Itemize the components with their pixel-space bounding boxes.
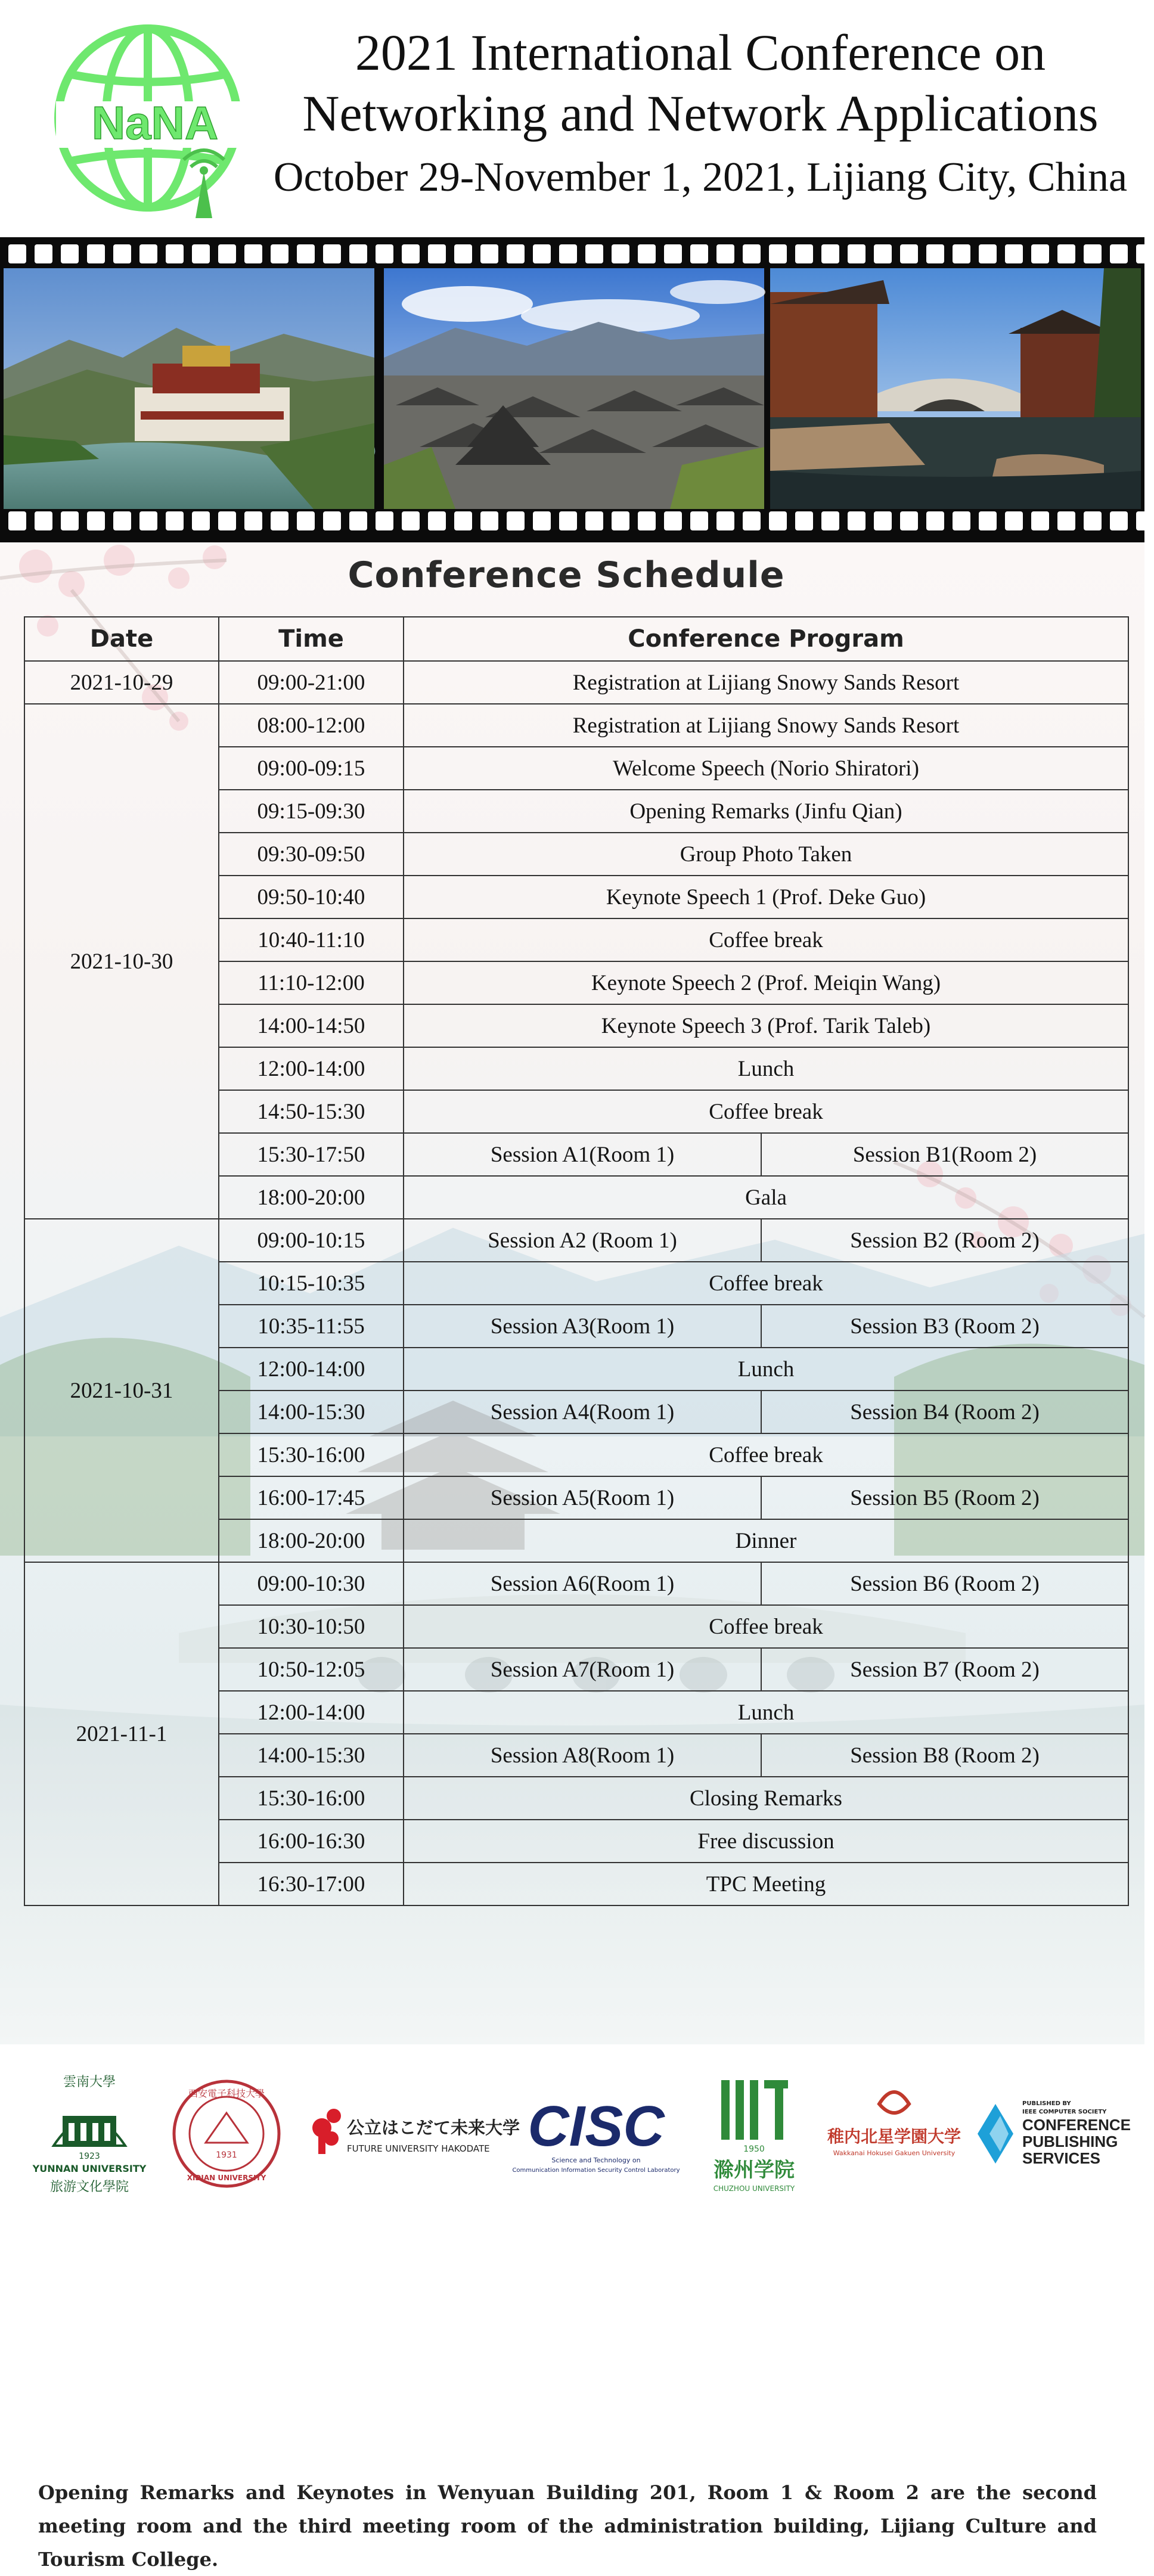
schedule-program: Coffee break bbox=[404, 1433, 1128, 1476]
film-sprocket-hole bbox=[1084, 244, 1102, 263]
film-sprocket-hole bbox=[638, 244, 656, 263]
schedule-session-room2: Session B6 (Room 2) bbox=[761, 1562, 1128, 1605]
schedule-date: 2021-10-29 bbox=[24, 661, 219, 704]
film-sprocket-hole bbox=[664, 244, 682, 263]
schedule-time: 08:00-12:00 bbox=[219, 704, 404, 747]
svg-text:PUBLISHING: PUBLISHING bbox=[1022, 2133, 1118, 2150]
film-sprocket-hole bbox=[402, 511, 420, 530]
film-sprocket-hole bbox=[376, 511, 393, 530]
film-sprocket-hole bbox=[690, 244, 708, 263]
schedule-session-room2: Session B7 (Room 2) bbox=[761, 1648, 1128, 1691]
svg-text:雲南大學: 雲南大學 bbox=[63, 2075, 116, 2090]
film-sprocket-hole bbox=[926, 511, 944, 530]
column-header-time: Time bbox=[219, 617, 404, 661]
schedule-program: Dinner bbox=[404, 1519, 1128, 1562]
schedule-time: 12:00-14:00 bbox=[219, 1348, 404, 1391]
film-sprocket-hole bbox=[559, 511, 577, 530]
schedule-program: Coffee break bbox=[404, 1605, 1128, 1648]
film-sprocket-hole bbox=[61, 244, 79, 263]
schedule-time: 15:30-16:00 bbox=[219, 1777, 404, 1820]
film-sprocket-hole bbox=[349, 511, 367, 530]
schedule-session-room1: Session A5(Room 1) bbox=[404, 1476, 761, 1519]
schedule-time: 15:30-17:50 bbox=[219, 1133, 404, 1176]
film-sprockets-bottom bbox=[0, 511, 1144, 535]
film-sprocket-hole bbox=[874, 244, 892, 263]
schedule-program: Keynote Speech 2 (Prof. Meiqin Wang) bbox=[404, 961, 1128, 1004]
logo-cisc bbox=[512, 2068, 680, 2199]
film-sprocket-hole bbox=[297, 511, 315, 530]
film-sprocket-hole bbox=[821, 511, 839, 530]
film-sprocket-hole bbox=[1110, 511, 1128, 530]
film-sprocket-hole bbox=[533, 511, 551, 530]
logo-xidian-university bbox=[170, 2068, 283, 2199]
schedule-program: Group Photo Taken bbox=[404, 833, 1128, 876]
schedule-program: Coffee break bbox=[404, 1090, 1128, 1133]
film-sprocket-hole bbox=[454, 244, 472, 263]
film-sprocket-hole bbox=[113, 511, 131, 530]
schedule-time: 09:00-10:30 bbox=[219, 1562, 404, 1605]
svg-text:滁州学院: 滁州学院 bbox=[714, 2158, 795, 2182]
schedule-time: 14:50-15:30 bbox=[219, 1090, 404, 1133]
schedule-session-room2: Session B2 (Room 2) bbox=[761, 1219, 1128, 1262]
film-sprocket-hole bbox=[1136, 511, 1154, 530]
schedule-time: 09:15-09:30 bbox=[219, 790, 404, 833]
film-sprocket-hole bbox=[612, 244, 629, 263]
film-sprocket-hole bbox=[376, 244, 393, 263]
schedule-program: Lunch bbox=[404, 1348, 1128, 1391]
film-sprocket-hole bbox=[271, 511, 288, 530]
schedule-program: TPC Meeting bbox=[404, 1863, 1128, 1905]
schedule-program: Closing Remarks bbox=[404, 1777, 1128, 1820]
schedule-session-room1: Session A1(Room 1) bbox=[404, 1133, 761, 1176]
svg-text:SERVICES: SERVICES bbox=[1022, 2149, 1101, 2167]
schedule-time: 16:00-16:30 bbox=[219, 1820, 404, 1863]
film-sprocket-hole bbox=[402, 244, 420, 263]
film-sprocket-hole bbox=[1084, 511, 1102, 530]
photo-monastery-river bbox=[4, 268, 374, 509]
film-sprocket-hole bbox=[953, 244, 970, 263]
schedule-time: 09:00-21:00 bbox=[219, 661, 404, 704]
schedule-session-room2: Session B8 (Room 2) bbox=[761, 1734, 1128, 1777]
conference-title-line2: Networking and Network Applications bbox=[302, 85, 1099, 142]
logo-wakkanai-hokusei bbox=[826, 2068, 963, 2199]
schedule-program: Gala bbox=[404, 1176, 1128, 1219]
svg-text:XIDIAN UNIVERSITY: XIDIAN UNIVERSITY bbox=[187, 2174, 266, 2182]
film-sprocket-hole bbox=[559, 244, 577, 263]
schedule-time: 12:00-14:00 bbox=[219, 1691, 404, 1734]
film-sprocket-hole bbox=[166, 244, 184, 263]
film-sprocket-hole bbox=[507, 244, 525, 263]
schedule-header-row bbox=[24, 617, 1128, 661]
schedule-program: Opening Remarks (Jinfu Qian) bbox=[404, 790, 1128, 833]
schedule-session-room1: Session A3(Room 1) bbox=[404, 1305, 761, 1348]
schedule-time: 11:10-12:00 bbox=[219, 961, 404, 1004]
film-sprocket-hole bbox=[113, 244, 131, 263]
film-sprocket-hole bbox=[454, 511, 472, 530]
film-sprocket-hole bbox=[769, 511, 787, 530]
film-sprocket-hole bbox=[585, 244, 603, 263]
film-sprocket-hole bbox=[979, 511, 997, 530]
logo-chuzhou-university bbox=[697, 2068, 811, 2199]
svg-text:PUBLISHED BY: PUBLISHED BY bbox=[1022, 2100, 1071, 2107]
schedule-session-room1: Session A2 (Room 1) bbox=[404, 1219, 761, 1262]
film-sprocket-hole bbox=[1110, 244, 1128, 263]
venue-note: Opening Remarks and Keynotes in Wenyuan Building 201, Room 1 & Room 2 are the second meeting room and the third meeting room of the administration building, Lijiang Culture and Tourism College. bbox=[38, 2481, 1097, 2571]
svg-text:稚内北星学園大学: 稚内北星学園大学 bbox=[827, 2127, 961, 2146]
film-sprocket-hole bbox=[480, 511, 498, 530]
film-sprocket-hole bbox=[87, 244, 105, 263]
film-sprocket-hole bbox=[1057, 244, 1075, 263]
column-header-program: Conference Program bbox=[404, 617, 1128, 661]
schedule-date: 2021-10-30 bbox=[24, 704, 219, 1219]
schedule-session-room2: Session B3 (Room 2) bbox=[761, 1305, 1128, 1348]
film-sprocket-hole bbox=[1136, 244, 1154, 263]
film-sprocket-hole bbox=[612, 511, 629, 530]
film-sprocket-hole bbox=[900, 244, 918, 263]
schedule-time: 09:50-10:40 bbox=[219, 876, 404, 918]
schedule-time: 16:30-17:00 bbox=[219, 1863, 404, 1905]
schedule-session-room1: Session A7(Room 1) bbox=[404, 1648, 761, 1691]
film-sprocket-hole bbox=[848, 244, 866, 263]
film-sprocket-hole bbox=[900, 511, 918, 530]
film-sprocket-hole bbox=[297, 244, 315, 263]
schedule-date: 2021-10-31 bbox=[24, 1219, 219, 1562]
photo-old-town-roofs bbox=[384, 268, 764, 509]
film-sprocket-hole bbox=[795, 511, 813, 530]
schedule-program: Lunch bbox=[404, 1047, 1128, 1090]
schedule-program: Lunch bbox=[404, 1691, 1128, 1734]
film-sprocket-hole bbox=[35, 244, 52, 263]
conference-title-line1: 2021 International Conference on bbox=[355, 24, 1046, 81]
sponsor-logos bbox=[0, 2044, 1144, 2223]
film-sprocket-hole bbox=[1005, 511, 1023, 530]
film-sprocket-hole bbox=[323, 244, 341, 263]
svg-text:FUTURE UNIVERSITY HAKODATE: FUTURE UNIVERSITY HAKODATE bbox=[347, 2143, 490, 2154]
svg-text:1950: 1950 bbox=[743, 2144, 765, 2154]
schedule-session-room2: Session B5 (Room 2) bbox=[761, 1476, 1128, 1519]
film-sprocket-hole bbox=[271, 244, 288, 263]
schedule-program: Coffee break bbox=[404, 1262, 1128, 1305]
film-sprocket-hole bbox=[979, 244, 997, 263]
film-sprocket-hole bbox=[166, 511, 184, 530]
nana-logo bbox=[48, 18, 262, 221]
film-sprocket-hole bbox=[349, 244, 367, 263]
schedule-time: 10:15-10:35 bbox=[219, 1262, 404, 1305]
film-sprocket-hole bbox=[8, 244, 26, 263]
schedule-session-room2: Session B4 (Room 2) bbox=[761, 1391, 1128, 1433]
svg-text:Wakkanai Hokusei Gakuen Univer: Wakkanai Hokusei Gakuen University bbox=[833, 2149, 956, 2157]
logo-text: NaNA bbox=[91, 97, 219, 149]
schedule-time: 14:00-15:30 bbox=[219, 1391, 404, 1433]
film-sprocket-hole bbox=[848, 511, 866, 530]
header bbox=[0, 0, 1144, 235]
schedule-time: 12:00-14:00 bbox=[219, 1047, 404, 1090]
film-sprocket-hole bbox=[953, 511, 970, 530]
film-sprocket-hole bbox=[507, 511, 525, 530]
film-sprocket-hole bbox=[323, 511, 341, 530]
film-sprocket-hole bbox=[218, 244, 236, 263]
logo-conference-publishing-services bbox=[972, 2068, 1131, 2199]
schedule-session-room1: Session A8(Room 1) bbox=[404, 1734, 761, 1777]
film-sprocket-hole bbox=[716, 244, 734, 263]
film-sprocket-hole bbox=[35, 511, 52, 530]
schedule-program: Registration at Lijiang Snowy Sands Resort bbox=[404, 704, 1128, 747]
film-sprocket-hole bbox=[795, 244, 813, 263]
svg-text:IEEE COMPUTER SOCIETY: IEEE COMPUTER SOCIETY bbox=[1022, 2109, 1107, 2115]
film-sprocket-hole bbox=[533, 244, 551, 263]
schedule-program: Registration at Lijiang Snowy Sands Resort bbox=[404, 661, 1128, 704]
film-sprocket-hole bbox=[585, 511, 603, 530]
schedule-time: 18:00-20:00 bbox=[219, 1519, 404, 1562]
schedule-program: Keynote Speech 1 (Prof. Deke Guo) bbox=[404, 876, 1128, 918]
schedule-row bbox=[24, 661, 1128, 704]
svg-text:YUNNAN UNIVERSITY: YUNNAN UNIVERSITY bbox=[32, 2163, 147, 2174]
svg-text:Communication Information Secu: Communication Information Security Control Laboratory bbox=[512, 2167, 680, 2174]
film-sprocket-hole bbox=[87, 511, 105, 530]
film-sprocket-hole bbox=[926, 244, 944, 263]
film-sprocket-hole bbox=[1031, 244, 1049, 263]
svg-text:1931: 1931 bbox=[216, 2150, 237, 2160]
schedule-time: 10:40-11:10 bbox=[219, 918, 404, 961]
film-sprocket-hole bbox=[480, 244, 498, 263]
film-sprocket-hole bbox=[192, 244, 210, 263]
svg-text:CHUZHOU UNIVERSITY: CHUZHOU UNIVERSITY bbox=[713, 2184, 795, 2193]
film-sprocket-hole bbox=[1057, 511, 1075, 530]
schedule-time: 09:00-10:15 bbox=[219, 1219, 404, 1262]
schedule-row bbox=[24, 1562, 1128, 1605]
schedule-time: 16:00-17:45 bbox=[219, 1476, 404, 1519]
photo-canal-bridge bbox=[770, 268, 1141, 509]
film-sprocket-hole bbox=[874, 511, 892, 530]
schedule-program: Coffee break bbox=[404, 918, 1128, 961]
schedule-row bbox=[24, 704, 1128, 747]
schedule-session-room1: Session A4(Room 1) bbox=[404, 1391, 761, 1433]
schedule-time: 14:00-15:30 bbox=[219, 1734, 404, 1777]
photo-film-strip bbox=[0, 237, 1144, 542]
film-sprocket-hole bbox=[716, 511, 734, 530]
schedule-date: 2021-11-1 bbox=[24, 1562, 219, 1905]
film-sprocket-hole bbox=[638, 511, 656, 530]
film-sprocket-hole bbox=[139, 511, 157, 530]
schedule-time: 10:30-10:50 bbox=[219, 1605, 404, 1648]
svg-text:1923: 1923 bbox=[79, 2152, 100, 2161]
logo-yunnan-university bbox=[32, 2068, 147, 2199]
svg-text:西安電子科技大學: 西安電子科技大學 bbox=[188, 2088, 265, 2099]
svg-text:公立はこだて未来大学: 公立はこだて未来大学 bbox=[347, 2118, 520, 2138]
schedule-time: 15:30-16:00 bbox=[219, 1433, 404, 1476]
schedule-time: 09:30-09:50 bbox=[219, 833, 404, 876]
schedule-time: 18:00-20:00 bbox=[219, 1176, 404, 1219]
svg-text:Science and Technology on: Science and Technology on bbox=[551, 2156, 641, 2164]
schedule-program: Welcome Speech (Norio Shiratori) bbox=[404, 747, 1128, 790]
conference-dates-location: October 29-November 1, 2021, Lijiang City, China bbox=[273, 154, 1128, 200]
schedule-time: 10:50-12:05 bbox=[219, 1648, 404, 1691]
schedule-program: Free discussion bbox=[404, 1820, 1128, 1863]
film-sprocket-hole bbox=[743, 511, 761, 530]
film-sprocket-hole bbox=[192, 511, 210, 530]
film-sprocket-hole bbox=[218, 511, 236, 530]
schedule-program: Keynote Speech 3 (Prof. Tarik Taleb) bbox=[404, 1004, 1128, 1047]
film-sprocket-hole bbox=[1031, 511, 1049, 530]
schedule-table bbox=[24, 616, 1129, 1906]
schedule-time: 14:00-14:50 bbox=[219, 1004, 404, 1047]
schedule-time: 10:35-11:55 bbox=[219, 1305, 404, 1348]
schedule-heading: Conference Schedule bbox=[348, 554, 785, 596]
logo-future-university-hakodate bbox=[304, 2068, 520, 2199]
schedule-session-room1: Session A6(Room 1) bbox=[404, 1562, 761, 1605]
film-sprocket-hole bbox=[1005, 244, 1023, 263]
svg-text:CONFERENCE: CONFERENCE bbox=[1022, 2116, 1131, 2134]
film-sprocket-hole bbox=[428, 511, 446, 530]
schedule-session-room2: Session B1(Room 2) bbox=[761, 1133, 1128, 1176]
film-sprocket-hole bbox=[743, 244, 761, 263]
film-sprockets-top bbox=[0, 244, 1144, 268]
film-sprocket-hole bbox=[8, 511, 26, 530]
schedule-time: 09:00-09:15 bbox=[219, 747, 404, 790]
film-sprocket-hole bbox=[139, 244, 157, 263]
film-sprocket-hole bbox=[428, 244, 446, 263]
column-header-date: Date bbox=[24, 617, 219, 661]
film-sprocket-hole bbox=[769, 244, 787, 263]
film-sprocket-hole bbox=[821, 244, 839, 263]
film-sprocket-hole bbox=[664, 511, 682, 530]
film-sprocket-hole bbox=[61, 511, 79, 530]
svg-text:旅游文化學院: 旅游文化學院 bbox=[49, 2180, 129, 2195]
svg-text:CISC: CISC bbox=[528, 2094, 665, 2158]
film-sprocket-hole bbox=[244, 244, 262, 263]
schedule-row bbox=[24, 1219, 1128, 1262]
film-sprocket-hole bbox=[690, 511, 708, 530]
film-sprocket-hole bbox=[244, 511, 262, 530]
